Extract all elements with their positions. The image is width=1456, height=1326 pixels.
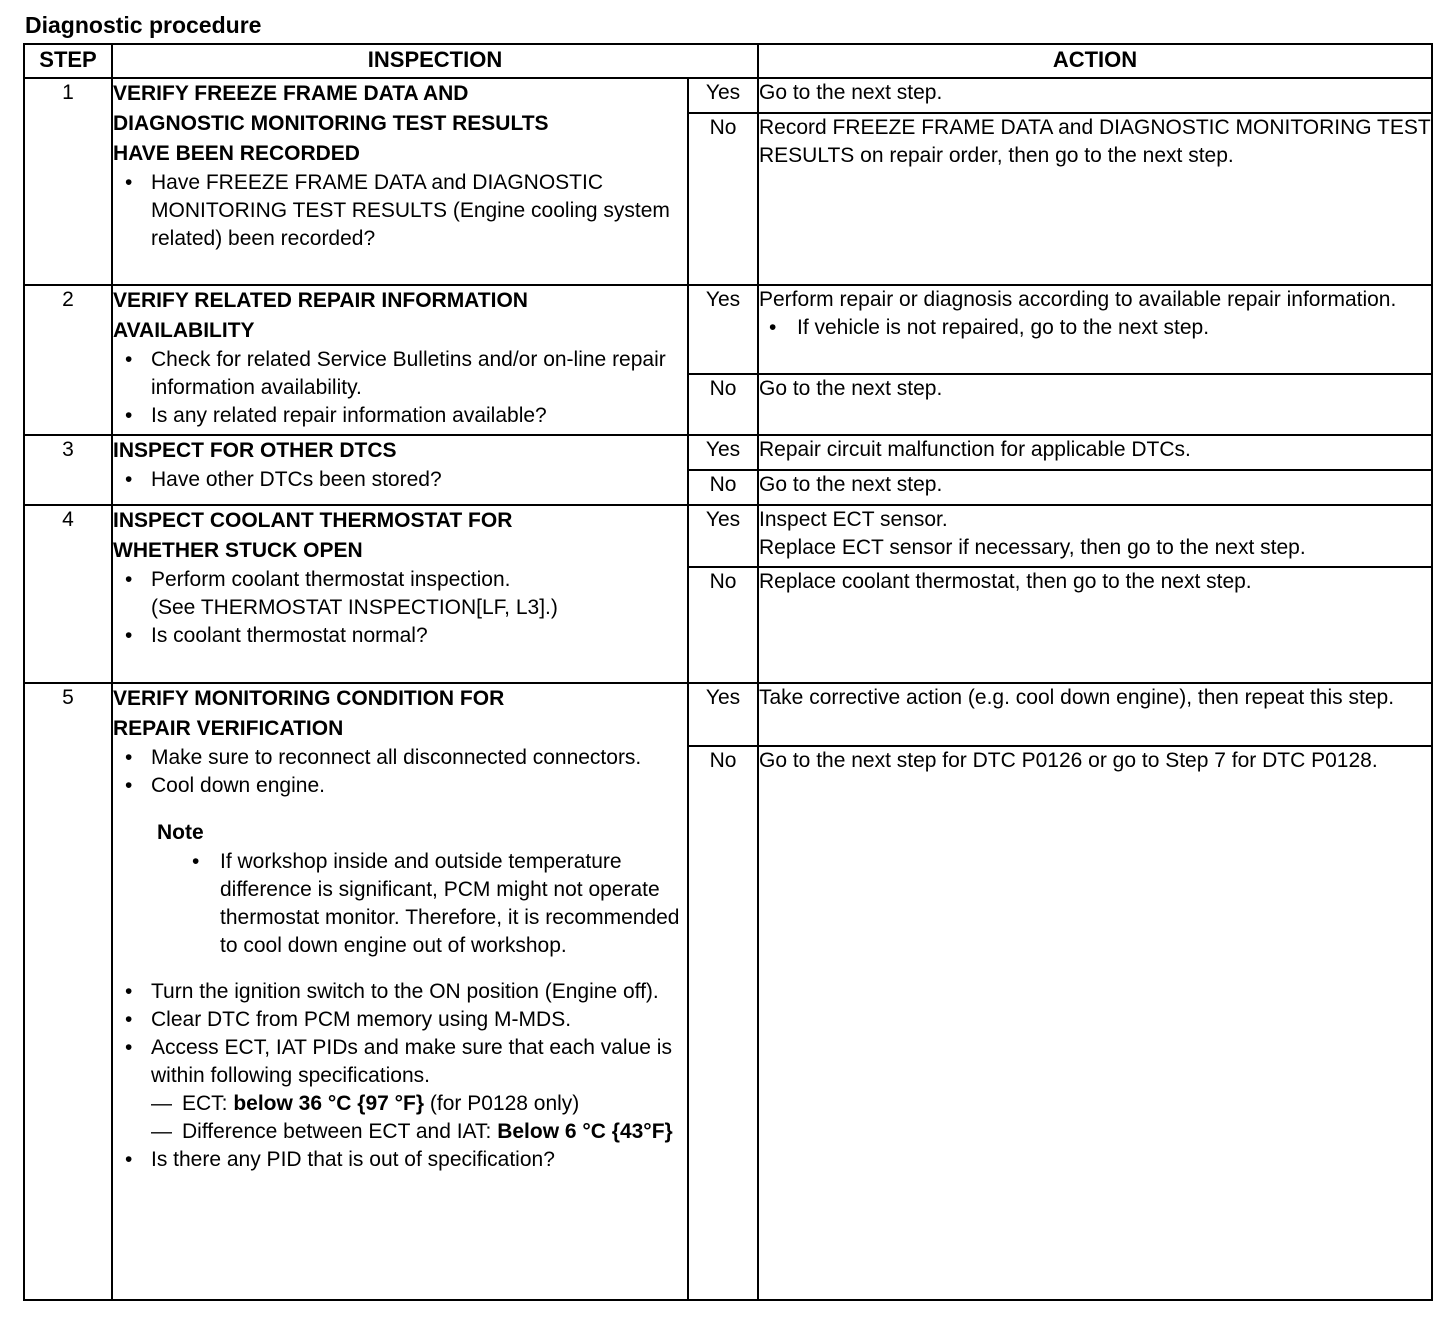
step-title — [113, 684, 687, 744]
inspection-bullet: • Make sure to reconnect all disconnected connectors. — [113, 744, 687, 772]
yes-action: Repair circuit malfunction for applicable DTCs. — [758, 435, 1432, 470]
no-label: No — [688, 470, 758, 505]
no-label: No — [688, 374, 758, 435]
spec-value: Below 6 °C {43°F} — [497, 1120, 673, 1143]
no-label: No — [688, 113, 758, 285]
step-title: INSPECT FOR OTHER DTCS — [113, 439, 397, 462]
yes-action: Take corrective action (e.g. cool down engine), then repeat this step. — [758, 683, 1432, 746]
action-header: ACTION — [758, 44, 1432, 78]
step-title-line: AVAILABILITY — [113, 319, 255, 342]
step-number: 5 — [24, 683, 112, 1300]
inspection-bullet: • Is coolant thermostat normal? — [113, 622, 687, 650]
no-action: Go to the next step. — [758, 470, 1432, 505]
note-heading: Note — [157, 821, 204, 844]
inspection-bullet: • Turn the ignition switch to the ON position (Engine off). — [113, 978, 687, 1006]
yes-action: Go to the next step. — [758, 78, 1432, 113]
step-5-inspection — [112, 683, 688, 1300]
step-number: 4 — [24, 505, 112, 683]
spec-text: (for P0128 only) — [424, 1092, 580, 1115]
step-title-line: VERIFY FREEZE FRAME DATA AND — [113, 82, 469, 105]
step-title — [113, 506, 687, 566]
step-3-inspection — [112, 435, 688, 505]
no-action: Record FREEZE FRAME DATA and DIAGNOSTIC MONITORING TEST RESULTS on repair order, then go to the next step. — [758, 113, 1432, 285]
step-number: 3 — [24, 435, 112, 505]
spec-text: ECT: — [182, 1092, 234, 1115]
step-3-yes-row — [24, 435, 1432, 470]
bullet-line: (See THERMOSTAT INSPECTION[LF, L3].) — [151, 596, 558, 619]
no-label: No — [688, 567, 758, 683]
inspection-header: INSPECTION — [112, 44, 758, 78]
inspection-bullet: • Have FREEZE FRAME DATA and DIAGNOSTIC MONITORING TEST RESULTS (Engine cooling system related) been recorded? — [113, 169, 687, 253]
inspection-bullet: • Access ECT, IAT PIDs and make sure that each value is within following specifications. — [113, 1034, 687, 1090]
yes-label: Yes — [688, 505, 758, 567]
inspection-bullet: • Check for related Service Bulletins and/or on-line repair information availability. — [113, 346, 687, 402]
diagnostic-procedure-table — [23, 43, 1433, 1301]
step-number: 2 — [24, 285, 112, 435]
inspection-bullet: • Is any related repair information available? — [113, 402, 687, 430]
inspection-bullet: • Is there any PID that is out of specification? — [113, 1146, 687, 1174]
action-line: Replace ECT sensor if necessary, then go to the next step. — [759, 536, 1306, 559]
page-title: Diagnostic procedure — [25, 12, 262, 38]
inspection-bullet — [113, 566, 687, 622]
step-1-inspection — [112, 78, 688, 285]
bullet-line: Perform coolant thermostat inspection. — [151, 568, 511, 591]
inspection-bullet: • Cool down engine. — [113, 772, 687, 800]
action-bullet: • If vehicle is not repaired, go to the next step. — [759, 314, 1431, 342]
yes-action-text: Perform repair or diagnosis according to available repair information. — [759, 288, 1397, 311]
no-action: Go to the next step. — [758, 374, 1432, 435]
step-title-line: INSPECT COOLANT THERMOSTAT FOR — [113, 509, 513, 532]
step-title-line: DIAGNOSTIC MONITORING TEST RESULTS — [113, 112, 549, 135]
no-label: No — [688, 746, 758, 1300]
step-title — [113, 286, 687, 346]
step-title-line: VERIFY RELATED REPAIR INFORMATION — [113, 289, 528, 312]
yes-action — [758, 505, 1432, 567]
header-row — [24, 44, 1432, 78]
step-2-yes-row — [24, 285, 1432, 374]
yes-label: Yes — [688, 285, 758, 374]
yes-label: Yes — [688, 435, 758, 470]
step-header: STEP — [24, 44, 112, 78]
action-line: Inspect ECT sensor. — [759, 508, 948, 531]
spec-value: below 36 °C {97 °F} — [233, 1092, 425, 1115]
note-bullet: • If workshop inside and outside temperature difference is significant, PCM might not operate thermostat monitor. Therefore, it is recommended to cool down engine out of workshop. — [157, 848, 687, 960]
no-action: Go to the next step for DTC P0126 or go to Step 7 for DTC P0128. — [758, 746, 1432, 1300]
step-number: 1 — [24, 78, 112, 285]
inspection-bullet: • Have other DTCs been stored? — [113, 466, 687, 494]
no-action: Replace coolant thermostat, then go to the next step. — [758, 567, 1432, 683]
step-5-yes-row — [24, 683, 1432, 746]
spec-item — [113, 1090, 687, 1118]
yes-action — [758, 285, 1432, 374]
step-2-inspection — [112, 285, 688, 435]
yes-label: Yes — [688, 683, 758, 746]
note-block — [157, 818, 687, 960]
step-title-line: WHETHER STUCK OPEN — [113, 539, 363, 562]
spec-item — [113, 1118, 687, 1146]
step-title-line: HAVE BEEN RECORDED — [113, 142, 360, 165]
step-title — [113, 79, 687, 169]
inspection-bullet: • Clear DTC from PCM memory using M-MDS. — [113, 1006, 687, 1034]
step-1-yes-row — [24, 78, 1432, 113]
step-title-line: REPAIR VERIFICATION — [113, 717, 344, 740]
step-4-yes-row — [24, 505, 1432, 567]
yes-label: Yes — [688, 78, 758, 113]
spec-text: Difference between ECT and IAT: — [182, 1120, 498, 1143]
step-title-line: VERIFY MONITORING CONDITION FOR — [113, 687, 505, 710]
step-4-inspection — [112, 505, 688, 683]
